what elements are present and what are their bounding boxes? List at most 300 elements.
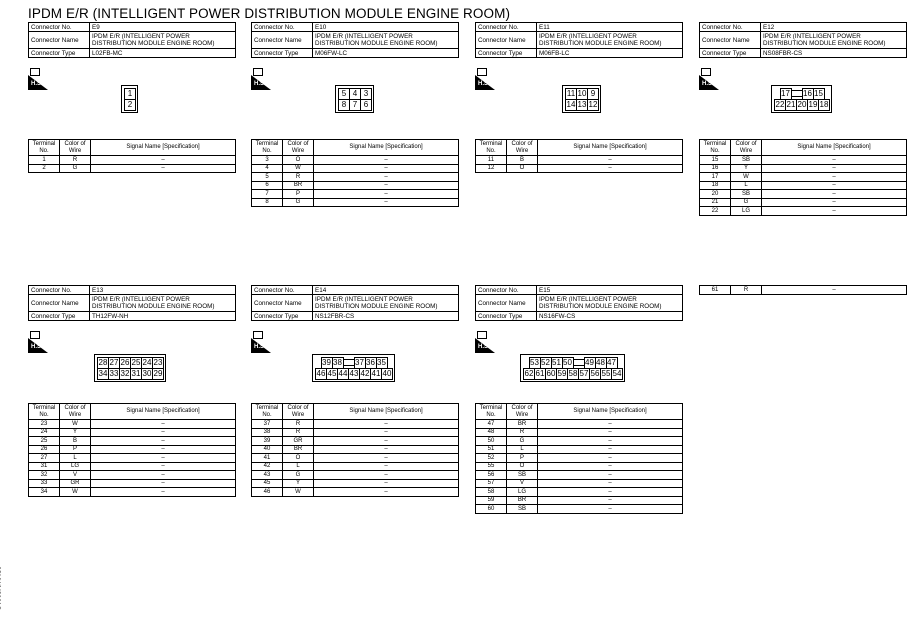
info-value: E10	[313, 23, 459, 32]
color-header: Color of Wire	[507, 140, 538, 156]
signal-cell: –	[314, 454, 459, 463]
terminal-cell: 23	[29, 420, 60, 429]
wire-color-cell: P	[60, 445, 91, 454]
pin-cell: 34	[98, 369, 108, 378]
signal-cell: –	[538, 462, 683, 471]
signal-cell: –	[91, 454, 236, 463]
terminal-cell: 20	[700, 190, 731, 199]
pin-cell: 61	[535, 369, 545, 378]
table-row	[476, 479, 683, 488]
table-row	[476, 164, 683, 173]
table-row	[252, 156, 459, 165]
terminal-cell: 11	[476, 156, 507, 165]
terminal-cell: 42	[252, 462, 283, 471]
info-label: Connector No.	[252, 286, 313, 295]
table-row	[476, 471, 683, 480]
terminal-cell: 45	[252, 479, 283, 488]
terminal-cell: 56	[476, 471, 507, 480]
signal-cell: –	[314, 156, 459, 165]
info-value: M06FW-LC	[313, 49, 459, 58]
terminal-cell: 8	[252, 198, 283, 207]
pin-cell: 39	[322, 358, 331, 367]
terminal-cell: 27	[29, 454, 60, 463]
signal-header: Signal Name [Specification]	[538, 404, 683, 420]
connector-info-table	[251, 22, 459, 58]
info-value: E11	[537, 23, 683, 32]
wire-color-cell: W	[60, 488, 91, 497]
pin-cell: 7	[349, 99, 361, 111]
info-label: Connector Name	[29, 295, 90, 312]
table-row	[252, 173, 459, 182]
color-header: Color of Wire	[507, 404, 538, 420]
hs-label: H.S.	[31, 344, 43, 350]
table-row	[29, 454, 236, 463]
wire-color-cell: SB	[507, 505, 538, 514]
pin-cell: 21	[786, 100, 796, 109]
wire-color-cell: BR	[507, 420, 538, 429]
pin-cell: 5	[338, 88, 350, 100]
wire-color-cell: SB	[507, 471, 538, 480]
pin-cell: 33	[109, 369, 119, 378]
wire-color-cell: L	[283, 462, 314, 471]
info-value: IPDM E/R (INTELLIGENT POWER DISTRIBUTION MODULE ENGINE ROOM)	[90, 295, 236, 312]
terminal-cell: 34	[29, 488, 60, 497]
terminal-cell: 46	[252, 488, 283, 497]
pin-cell: 13	[577, 100, 587, 109]
pin-cell: 56	[590, 369, 600, 378]
wire-color-cell: O	[507, 164, 538, 173]
table-row	[252, 420, 459, 429]
pin-cell: 29	[153, 369, 163, 378]
wire-color-cell: LG	[731, 207, 762, 216]
terminal-cell: 22	[700, 207, 731, 216]
signal-cell: –	[314, 181, 459, 190]
signal-cell: –	[538, 428, 683, 437]
connector-block-e10	[251, 22, 459, 205]
pin-cell: 27	[109, 358, 119, 367]
table-row	[29, 428, 236, 437]
hs-icon	[475, 331, 495, 353]
terminal-header: Terminal No.	[29, 140, 60, 156]
color-header: Color of Wire	[283, 404, 314, 420]
pin-cell: 40	[382, 369, 392, 378]
table-row	[29, 462, 236, 471]
pin-cell: 44	[338, 369, 348, 378]
signal-table-extra	[699, 285, 907, 295]
info-value: E9	[90, 23, 236, 32]
table-row	[29, 445, 236, 454]
wire-color-cell: O	[507, 462, 538, 471]
terminal-cell: 61	[700, 286, 731, 295]
terminal-cell: 33	[29, 479, 60, 488]
signal-cell: –	[91, 428, 236, 437]
info-value: IPDM E/R (INTELLIGENT POWER DISTRIBUTION MODULE ENGINE ROOM)	[313, 32, 459, 49]
wire-color-cell: SB	[731, 156, 762, 165]
terminal-cell: 12	[476, 164, 507, 173]
table-row	[700, 286, 907, 295]
info-label: Connector Name	[700, 32, 761, 49]
connector-diagram	[771, 85, 832, 113]
table-row	[700, 156, 907, 165]
table-row	[29, 156, 236, 165]
terminal-cell: 48	[476, 428, 507, 437]
info-value: TH12FW-NH	[90, 312, 236, 321]
hs-label: H.S.	[478, 344, 490, 350]
table-row	[29, 471, 236, 480]
pin-cell: 6	[360, 99, 372, 111]
pin-cell: 18	[819, 100, 829, 109]
signal-table	[699, 139, 907, 216]
signal-table	[251, 403, 459, 497]
hs-label: H.S.	[478, 81, 490, 87]
wire-color-cell: W	[283, 164, 314, 173]
signal-cell: –	[762, 181, 907, 190]
pin-cell: 19	[808, 100, 818, 109]
terminal-cell: 41	[252, 454, 283, 463]
pin-cell: 60	[546, 369, 556, 378]
signal-cell: –	[91, 437, 236, 446]
pin-cell: 12	[588, 100, 598, 109]
connector-diagram	[121, 85, 138, 113]
pin-cell: 58	[568, 369, 578, 378]
terminal-cell: 38	[252, 428, 283, 437]
color-header: Color of Wire	[731, 140, 762, 156]
wire-color-cell: O	[283, 454, 314, 463]
hs-icon	[251, 331, 271, 353]
table-row	[476, 428, 683, 437]
wire-color-cell: V	[60, 471, 91, 480]
terminal-cell: 26	[29, 445, 60, 454]
pin-cell: 59	[557, 369, 567, 378]
wire-color-cell: SB	[731, 190, 762, 199]
hs-icon	[251, 68, 271, 90]
wire-color-cell: P	[283, 190, 314, 199]
table-row	[252, 454, 459, 463]
wire-color-cell: O	[283, 156, 314, 165]
wire-color-cell: G	[60, 164, 91, 173]
info-label: Connector No.	[252, 23, 313, 32]
signal-cell: –	[538, 164, 683, 173]
wire-color-cell: Y	[60, 428, 91, 437]
connector-diagram	[94, 354, 166, 382]
signal-cell: –	[314, 488, 459, 497]
wire-color-cell: R	[507, 428, 538, 437]
table-row	[252, 181, 459, 190]
signal-cell: –	[538, 156, 683, 165]
connector-info-table	[251, 285, 459, 321]
signal-cell: –	[314, 428, 459, 437]
signal-cell: –	[91, 479, 236, 488]
terminal-header: Terminal No.	[252, 140, 283, 156]
pin-cell: 11	[566, 89, 576, 98]
pin-cell: 62	[524, 369, 534, 378]
signal-cell: –	[762, 286, 907, 295]
table-row	[252, 190, 459, 199]
terminal-cell: 24	[29, 428, 60, 437]
pin-cell: 15	[814, 89, 823, 98]
info-label: Connector Name	[29, 32, 90, 49]
signal-cell: –	[762, 173, 907, 182]
info-value: IPDM E/R (INTELLIGENT POWER DISTRIBUTION MODULE ENGINE ROOM)	[537, 32, 683, 49]
connector-info-table	[475, 285, 683, 321]
signal-cell: –	[314, 190, 459, 199]
terminal-cell: 6	[252, 181, 283, 190]
pin-cell: 25	[131, 358, 141, 367]
wire-color-cell: W	[283, 488, 314, 497]
signal-cell: –	[538, 454, 683, 463]
hs-icon	[475, 68, 495, 90]
table-row	[476, 454, 683, 463]
table-row	[252, 462, 459, 471]
wire-color-cell: LG	[507, 488, 538, 497]
table-row	[29, 420, 236, 429]
info-value: NS16FW-CS	[537, 312, 683, 321]
pin-cell: 42	[360, 369, 370, 378]
terminal-header: Terminal No.	[252, 404, 283, 420]
terminal-cell: 39	[252, 437, 283, 446]
pin-cell: 53	[530, 358, 539, 367]
terminal-cell: 40	[252, 445, 283, 454]
table-row	[29, 479, 236, 488]
connector-block-e9	[28, 22, 236, 171]
hs-icon	[699, 68, 719, 90]
table-row	[252, 445, 459, 454]
color-header: Color of Wire	[283, 140, 314, 156]
table-row	[476, 496, 683, 505]
table-row	[252, 479, 459, 488]
signal-cell: –	[91, 420, 236, 429]
info-label: Connector Type	[252, 312, 313, 321]
table-row	[700, 181, 907, 190]
wire-color-cell: P	[507, 454, 538, 463]
pin-cell: 54	[612, 369, 622, 378]
wire-color-cell: R	[283, 420, 314, 429]
signal-cell: –	[314, 471, 459, 480]
info-value: IPDM E/R (INTELLIGENT POWER DISTRIBUTION MODULE ENGINE ROOM)	[313, 295, 459, 312]
pin-cell: 49	[585, 358, 594, 367]
pin-cell: 31	[131, 369, 141, 378]
signal-cell: –	[538, 496, 683, 505]
signal-cell: –	[538, 479, 683, 488]
info-value: IPDM E/R (INTELLIGENT POWER DISTRIBUTION MODULE ENGINE ROOM)	[761, 32, 907, 49]
signal-cell: –	[762, 164, 907, 173]
table-row	[476, 156, 683, 165]
pin-cell: 3	[360, 88, 372, 100]
signal-cell: –	[314, 437, 459, 446]
signal-cell: –	[762, 207, 907, 216]
info-label: Connector Type	[252, 49, 313, 58]
table-row	[476, 488, 683, 497]
wire-color-cell: G	[731, 198, 762, 207]
terminal-header: Terminal No.	[476, 404, 507, 420]
page-title: IPDM E/R (INTELLIGENT POWER DISTRIBUTION MODULE ENGINE ROOM)	[28, 6, 511, 21]
signal-cell: –	[538, 488, 683, 497]
pin-cell: 16	[803, 89, 812, 98]
table-row	[700, 198, 907, 207]
pin-cell: 20	[797, 100, 807, 109]
wire-color-cell: B	[507, 156, 538, 165]
signal-cell: –	[314, 445, 459, 454]
wire-color-cell: R	[60, 156, 91, 165]
signal-header: Signal Name [Specification]	[762, 140, 907, 156]
terminal-cell: 3	[252, 156, 283, 165]
signal-cell: –	[314, 173, 459, 182]
color-header: Color of Wire	[60, 140, 91, 156]
info-value: E14	[313, 286, 459, 295]
wire-color-cell: W	[731, 173, 762, 182]
terminal-cell: 55	[476, 462, 507, 471]
wire-color-cell: B	[60, 437, 91, 446]
wire-color-cell: Y	[283, 479, 314, 488]
signal-cell: –	[91, 488, 236, 497]
signal-header: Signal Name [Specification]	[91, 140, 236, 156]
table-row	[700, 207, 907, 216]
signal-cell: –	[762, 198, 907, 207]
table-row	[700, 164, 907, 173]
pin-cell: 17	[781, 89, 790, 98]
signal-table	[475, 403, 683, 514]
signal-cell: –	[91, 156, 236, 165]
table-row	[252, 428, 459, 437]
terminal-cell: 43	[252, 471, 283, 480]
info-value: M06FB-LC	[537, 49, 683, 58]
signal-cell: –	[314, 198, 459, 207]
terminal-cell: 32	[29, 471, 60, 480]
wire-color-cell: BR	[283, 445, 314, 454]
wire-color-cell: L	[60, 454, 91, 463]
table-row	[252, 488, 459, 497]
terminal-cell: 25	[29, 437, 60, 446]
pin-cell: 43	[349, 369, 359, 378]
wire-color-cell: R	[283, 428, 314, 437]
signal-cell: –	[538, 505, 683, 514]
table-row	[476, 420, 683, 429]
wire-color-cell: G	[283, 471, 314, 480]
pin-cell: 14	[566, 100, 576, 109]
pin-cell: 35	[377, 358, 386, 367]
wire-color-cell: GR	[283, 437, 314, 446]
pin-cell: 37	[355, 358, 364, 367]
terminal-cell: 5	[252, 173, 283, 182]
info-label: Connector Name	[476, 32, 537, 49]
wire-color-cell: R	[283, 173, 314, 182]
signal-table	[251, 139, 459, 207]
pin-cell: 28	[98, 358, 108, 367]
terminal-cell: 21	[700, 198, 731, 207]
signal-table	[475, 139, 683, 173]
terminal-cell: 52	[476, 454, 507, 463]
pin-cell: 26	[120, 358, 130, 367]
terminal-header: Terminal No.	[476, 140, 507, 156]
pin-cell: 41	[371, 369, 381, 378]
table-row	[700, 190, 907, 199]
connector-diagram	[520, 354, 625, 382]
info-value: NS08FBR-CS	[761, 49, 907, 58]
wire-color-cell: BR	[507, 496, 538, 505]
terminal-cell: 17	[700, 173, 731, 182]
signal-table	[28, 403, 236, 497]
wire-color-cell: L	[731, 181, 762, 190]
terminal-cell: 60	[476, 505, 507, 514]
info-label: Connector No.	[476, 23, 537, 32]
table-row	[476, 437, 683, 446]
info-label: Connector No.	[700, 23, 761, 32]
pin-cell: 2	[124, 99, 136, 111]
signal-cell: –	[538, 471, 683, 480]
signal-cell: –	[314, 479, 459, 488]
info-value: E13	[90, 286, 236, 295]
terminal-cell: 7	[252, 190, 283, 199]
pin-cell: 32	[120, 369, 130, 378]
terminal-cell: 51	[476, 445, 507, 454]
pin-cell: 4	[349, 88, 361, 100]
table-row	[476, 505, 683, 514]
connector-info-table	[28, 22, 236, 58]
info-value: IPDM E/R (INTELLIGENT POWER DISTRIBUTION MODULE ENGINE ROOM)	[90, 32, 236, 49]
pin-cell: 30	[142, 369, 152, 378]
info-value: E15	[537, 286, 683, 295]
signal-cell: –	[314, 164, 459, 173]
table-row	[476, 445, 683, 454]
info-label: Connector No.	[29, 286, 90, 295]
wire-color-cell: BR	[283, 181, 314, 190]
pin-cell: 52	[541, 358, 550, 367]
table-row	[29, 164, 236, 173]
hs-icon	[28, 68, 48, 90]
pin-cell: 9	[587, 88, 599, 100]
wire-color-cell: W	[60, 420, 91, 429]
terminal-cell: 15	[700, 156, 731, 165]
info-value: E12	[761, 23, 907, 32]
signal-header: Signal Name [Specification]	[314, 404, 459, 420]
info-value: L02FB-MC	[90, 49, 236, 58]
pin-cell: 38	[333, 358, 342, 367]
hs-label: H.S.	[254, 81, 266, 87]
wire-color-cell: LG	[60, 462, 91, 471]
connector-diagram	[562, 85, 601, 113]
pin-cell: 22	[775, 100, 785, 109]
pin-cell: 24	[142, 358, 152, 367]
info-label: Connector Type	[476, 49, 537, 58]
signal-cell: –	[762, 156, 907, 165]
wire-color-cell: G	[507, 437, 538, 446]
info-label: Connector Name	[252, 32, 313, 49]
terminal-cell: 59	[476, 496, 507, 505]
signal-cell: –	[91, 164, 236, 173]
terminal-header: Terminal No.	[700, 140, 731, 156]
hs-label: H.S.	[31, 81, 43, 87]
connector-diagram	[335, 85, 374, 113]
pin-cell: 23	[153, 358, 163, 367]
table-row	[29, 437, 236, 446]
wire-color-cell: Y	[731, 164, 762, 173]
connector-diagram	[312, 354, 395, 382]
pin-cell: 1	[124, 88, 136, 100]
signal-header: Signal Name [Specification]	[91, 404, 236, 420]
pin-cell: 45	[327, 369, 337, 378]
info-label: Connector No.	[29, 23, 90, 32]
info-label: Connector Type	[476, 312, 537, 321]
info-label: Connector Name	[252, 295, 313, 312]
pin-cell: 50	[563, 358, 572, 367]
pin-cell: 36	[366, 358, 375, 367]
terminal-cell: 4	[252, 164, 283, 173]
signal-cell: –	[314, 462, 459, 471]
hs-icon	[28, 331, 48, 353]
wire-color-cell: GR	[60, 479, 91, 488]
table-row	[476, 462, 683, 471]
connector-info-table	[28, 285, 236, 321]
